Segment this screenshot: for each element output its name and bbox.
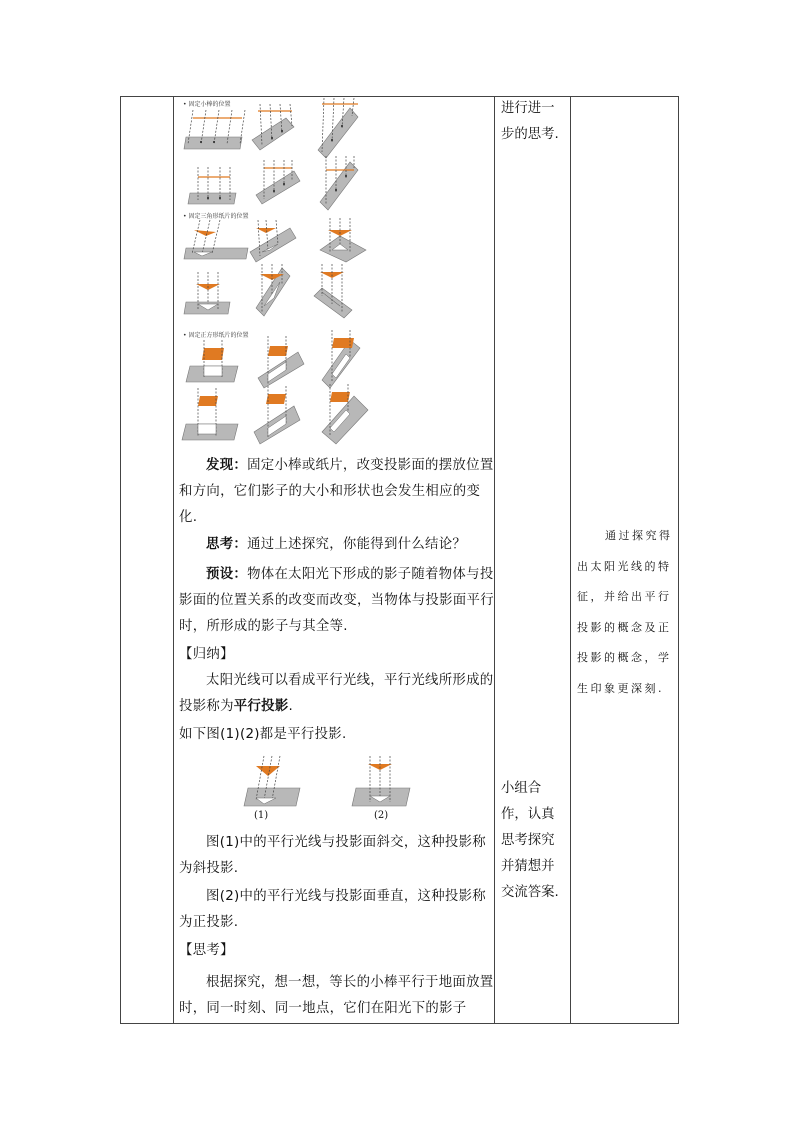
hypothesis-text: 物体在太阳光下形成的影子随着物体与投影面的位置关系的改变而改变，当物体与投影面平行时，所形成的影子与其全等.: [179, 567, 494, 634]
figure-label-stick: • 固定小棒的位置: [183, 99, 230, 108]
stick-figure-5: [256, 160, 300, 204]
triangle-figure-4: [184, 272, 230, 314]
square-figure-2: [258, 336, 304, 388]
example-line: 如下图(1)(2)都是平行投影.: [179, 727, 347, 742]
stick-figure-1: [184, 110, 245, 149]
figure-label-triangle: • 固定三角形纸片的位置: [183, 211, 248, 220]
triangle-figure-1: [184, 220, 248, 259]
square-figure-6: [322, 384, 368, 444]
student-activity-top: 进行进一步的思考.: [501, 101, 559, 142]
square-figure-3: [322, 330, 360, 388]
square-figure-5: [254, 386, 300, 444]
discovery-label: 发现：: [206, 458, 248, 473]
fig2-paragraph: 图(2)中的平行光线与投影面垂直，这种投影称为正投影.: [179, 889, 486, 930]
design-intent-text: 通过探究得出太阳光线的特征，并给出平行投影的概念及正投影的概念，学生印象更深刻.: [577, 529, 673, 695]
final-paragraph: 根据探究，想一想，等长的小棒平行于地面放置时，同一时刻、同一地点，它们在阳光下的影子: [179, 975, 494, 1016]
triangle-figure-5: [256, 264, 290, 316]
figure-caption-2: (2): [374, 810, 389, 821]
think-heading: 【思考】: [179, 943, 234, 958]
oblique-projection-figure: [244, 756, 300, 806]
discovery-paragraph: [179, 453, 494, 531]
stick-figure-2: [252, 104, 294, 150]
triangle-figure-3: [320, 218, 366, 262]
triangle-figure-2: [250, 220, 296, 262]
hypothesis-paragraph: [179, 562, 494, 640]
think-label: 思考：: [206, 537, 248, 552]
fig1-paragraph: 图(1)中的平行光线与投影面斜交，这种投影称为斜投影.: [179, 835, 486, 876]
summary-paragraph: [179, 668, 494, 720]
summary-text: 太阳光线可以看成平行光线，平行光线所形成的投影称为: [179, 673, 494, 714]
discovery-text: 固定小棒或纸片，改变投影面的摆放位置和方向，它们影子的大小和形状也会发生相应的变化.: [179, 458, 494, 525]
square-figure-1: [186, 340, 238, 382]
stick-figure-3: [318, 98, 358, 158]
orthographic-projection-figure: [352, 756, 410, 806]
triangle-figure-6: [314, 264, 352, 318]
think-paragraph: [179, 532, 494, 558]
figure-label-square: • 固定正方形纸片的位置: [183, 330, 248, 339]
stick-figure-6: [320, 156, 358, 210]
summary-heading: 【归纳】: [179, 647, 234, 662]
stick-figure-4: [188, 167, 236, 204]
summary-term: 平行投影: [233, 699, 289, 714]
summary-end: .: [288, 699, 294, 714]
hypothesis-label: 预设：: [206, 567, 248, 582]
square-figure-4: [182, 388, 238, 440]
think-text: 通过上述探究，你能得到什么结论？: [247, 537, 467, 552]
student-activity-bottom: 小组合作，认真思考探究并猜想并交流答案.: [501, 781, 559, 900]
figure-caption-1: (1): [254, 810, 269, 821]
